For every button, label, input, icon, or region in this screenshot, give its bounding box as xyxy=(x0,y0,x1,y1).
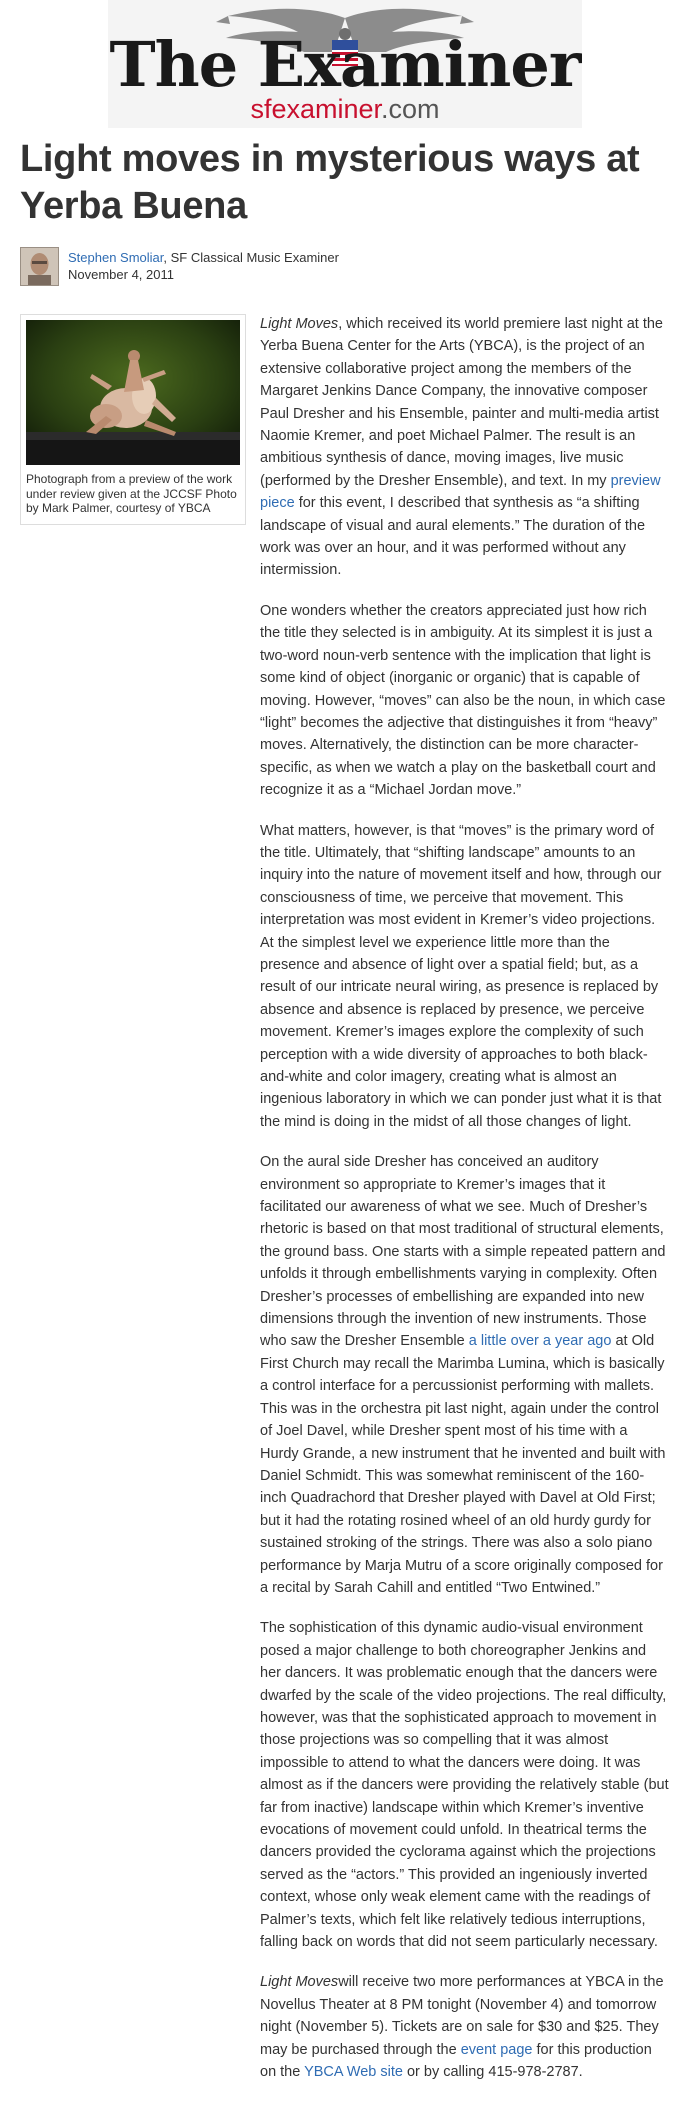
photo-caption: Photograph from a preview of the work under review given at the JCCSF Photo by Mark Palmer, courtesy of YBCA xyxy=(26,472,237,515)
examiner-logo xyxy=(108,0,582,128)
author-role: , SF Classical Music Examiner xyxy=(163,250,339,265)
ybca-website-link[interactable]: YBCA Web site xyxy=(304,2064,403,2081)
site-url: sfexaminer.com xyxy=(250,94,440,124)
preview-piece-link[interactable]: preview piece xyxy=(260,472,661,512)
work-title: Light Moves xyxy=(260,316,339,332)
paragraph-2: One wonders whether the creators appreciated just how rich the title they selected is in ambiguity. At its simplest it is just a two-word noun-verb sentence with the implication that light is some kind of object (inorganic or organic) that is capable of moving. However, “moves” can also be the noun, in which case “light” becomes the adjective that distinguishes it from “heavy” moves. Alternatively, the distinction can be more character-specific, as when we watch a play on the basketball court and recognize it as a “Michael Jordan move.” xyxy=(260,602,666,799)
paragraph-5: The sophistication of this dynamic audio-visual environment posed a major challenge to both choreographer Jenkins and her dancers. It was problematic enough that the dancers were dwarfed by the scale of the video projections. The real difficulty, however, was that the sophisticated approach to movement in those projections was so compelling that it was almost impossible to attend to what the dancers were doing. It was almost as if the dancers were providing the relatively stable (but far from inactive) landscape within which Kremer’s inventive evocations of movement could unfold. In theatrical terms the dancers provided the cyclorama against which the projections served as the “actors.” This provided an ingeniously inverted context, whose only weak element came with the readings of Palmer’s texts, which felt like relatively tedious interruptions, falling back on words that did not seem particularly necessary. xyxy=(260,1620,669,1951)
author-line xyxy=(68,249,339,266)
paragraph-6: Light Moveswill receive two more performances at YBCA in the Novellus Theater at 8 PM tonight (November 4) and tomorrow night (November 5). Tickets are on sale for $30 and $25. They may be purchased through the event page for this production on the YBCA Web site or by calling 415-978-2787. xyxy=(260,1974,664,2081)
publish-date: November 4, 2011 xyxy=(68,267,174,282)
byline xyxy=(20,247,670,287)
masthead[interactable] xyxy=(108,0,582,128)
work-title: Light Moves xyxy=(260,1974,339,1991)
event-page-link[interactable]: event page xyxy=(460,2041,533,2058)
year-ago-link[interactable]: a little over a year ago xyxy=(468,1333,612,1350)
author-avatar[interactable] xyxy=(20,247,59,286)
masthead-title: The Examiner xyxy=(109,28,581,101)
article-body xyxy=(260,313,670,2101)
paragraph-1: Light Moves, which received its world premiere last night at the Yerba Buena Center for the Arts (YBCA), is the project of an extensive collaborative project among the members of the Margaret Jenkins Dance Company, the innovative composer Paul Dresher and his Ensemble, painter and multi-media artist Naomie Kremer, and poet Michael Palmer. The result is an ambitious synthesis of dance, moving images, live music (performed by the Dresher Ensemble), and text. In my preview piece for this event, I described that synthesis as “a shifting landscape of visual and aural elements.” The duration of the work was over an hour, and it was performed without any intermission. xyxy=(260,316,663,579)
paragraph-3: What matters, however, is that “moves” is the primary word of the title. Ultimately, that “shifting landscape” amounts to an inquiry into the nature of movement itself and how, through our consciousness of time, we perceive that movement. This interpretation was most evident in Kremer’s video projections. At the simplest level we experience little more than the presence and absence of light over a spatial field; but, as a result of our intricate neural wiring, as presence is replaced by absence and absence is replaced by presence, we perceive movement. Kremer’s images explore the complexity of such perception with a wide diversity of approaches to both black-and-white and color imagery, creating what is almost an ingenious laboratory in which we can ponder just what it is that the mind is doing in the midst of all those changes of light. xyxy=(260,822,662,1130)
photo-figure xyxy=(20,314,246,525)
paragraph-4: On the aural side Dresher has conceived an auditory environment so appropriate to Kremer’s images that it facilitated our awareness of what we see. Much of Dresher’s rhetoric is based on that most traditional of structural elements, the ground bass. One starts with a simple repeated pattern and unfolds it through embellishments varying in complexity. Often Dresher’s processes of embellishing are expanded into new dimensions through the invention of new instruments. Those who saw the Dresher Ensemble a little over a year ago at Old First Church may recall the Marimba Lumina, which is basically a control interface for a percussionist performing with mallets. This was in the orchestra pit last night, again under the control of Joel Davel, while Dresher spent most of his time with a Hurdy Grande, a new instrument that he invented and built with Daniel Schmidt. This was somewhat reminiscent of the 160-inch Quadrachord that Dresher played with Davel at Old First; but it had the rotating rosined wheel of an old hurdy gurdy for sustained stroking of the strings. There was also a solo piano performance by Marja Mutru of a score originally composed for a recital by Sarah Cahill and entitled “Two Entwined.” xyxy=(260,1154,666,1596)
article-headline: Light moves in mysterious ways at Yerba Buena xyxy=(20,138,640,227)
author-link[interactable]: Stephen Smoliar xyxy=(68,250,164,265)
author-portrait-icon xyxy=(21,248,58,285)
dance-photo[interactable] xyxy=(26,320,240,465)
